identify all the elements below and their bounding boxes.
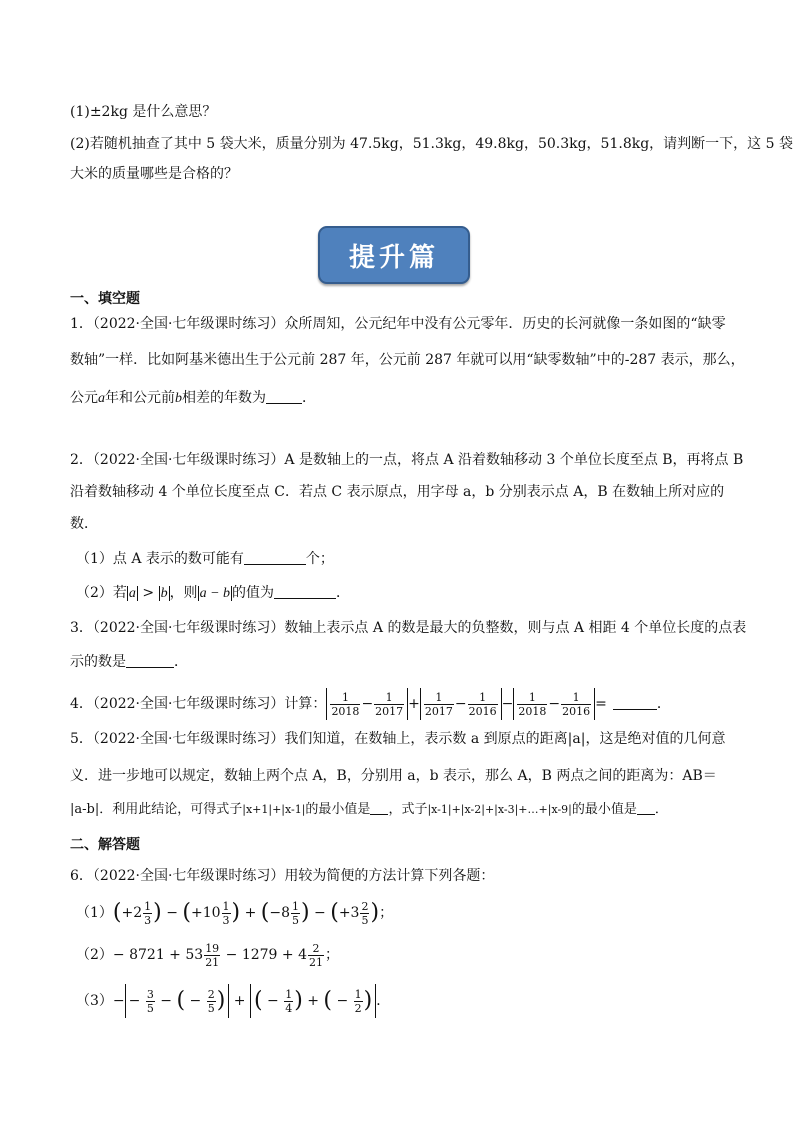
answer-blank xyxy=(244,550,306,565)
problem-6-sub1: （1）(+2 $\frac{1}{3}$ ) − (+10 $\frac{1}{3}$ ) + (−8 $\frac{1}{5}$ ) − (+3 $\frac{2}{5}$ )； xyxy=(76,899,394,927)
problem-5-line3: |a-b|．利用此结论，可得式子|x+1|+|x-1|的最小值是 ，式子|x-1|+|x-2|+|x-3|+…+|x-9|的最小值是 ． xyxy=(70,802,668,817)
answer-blank xyxy=(126,653,174,668)
abs-group-2: $\frac{1}{2017}$ − $\frac{1}{2016}$ xyxy=(420,688,502,720)
abs-group-1: $\frac{1}{2018}$ − $\frac{1}{2017}$ xyxy=(326,688,408,720)
problem-1-line3: 公元a年和公元前b相差的年数为 ． xyxy=(70,390,316,406)
answer-blank xyxy=(266,389,302,404)
problem-6-sub2: （2）− 8721 + 53 $\frac{19}{21}$ − 1279 + 4 $\frac{2}{21}$ ； xyxy=(76,941,339,969)
problem-6-sub3: （3）−− $\frac{3}{5}$ − ( − $\frac{2}{5}$ ) + ( − $\frac{1}{4}$ ) + ( − $\frac{1}{2}$ ) ． xyxy=(76,984,390,1018)
intro-q2-line1: (2)若随机抽查了其中 5 袋大米，质量分别为 47.5kg，51.3kg，49.8kg，50.3kg，51.8kg，请判断一下，这 5 袋 xyxy=(70,136,793,152)
intro-q1: (1)±2kg 是什么意思？ xyxy=(70,104,217,120)
problem-3-line2: 示的数是 ． xyxy=(70,654,188,670)
answer-blank xyxy=(274,584,336,599)
problem-5-line1: 5．（2022·全国·七年级课时练习）我们知道，在数轴上，表示数 a 到原点的距离|a|，这是绝对值的几何意 xyxy=(70,731,726,747)
problem-3-line1: 3．（2022·全国·七年级课时练习）数轴上表示点 A 的数是最大的负整数，则与点 A 相距 4 个单位长度的点表 xyxy=(70,620,747,636)
answer-blank xyxy=(370,800,388,815)
var-a: a xyxy=(98,391,105,406)
problem-6-line1: 6．（2022·全国·七年级课时练习）用较为简便的方法计算下列各题： xyxy=(70,868,495,884)
problem-4: 4．（2022·全国·七年级课时练习）计算： $\frac{1}{2018}$ − $\frac{1}{2017}$ + $\frac{1}{2017}$ − $\frac{1}{2016}$ − $\frac{1}{2018}$ − $\frac{1}{2016}$ = ． xyxy=(70,688,671,720)
problem-2-sub2: （2）若 a > b ，则 a − b 的值为 ． xyxy=(76,585,351,601)
problem-2-line1: 2．（2022·全国·七年级课时练习）A 是数轴上的一点，将点 A 沿着数轴移动 3 个单位长度至点 B，再将点 B xyxy=(70,452,744,468)
problem-1-line1: 1．（2022·全国·七年级课时练习）众所周知，公元纪年中没有公元零年．历史的长河就像一条如图的“缺零 xyxy=(70,316,726,332)
section-title-fill-blank: 一、填空题 xyxy=(70,291,140,307)
answer-blank xyxy=(613,695,657,710)
section-title-solve: 二、解答题 xyxy=(70,837,140,853)
answer-blank xyxy=(637,800,655,815)
problem-2-sub1: （1）点 A 表示的数可能有 个； xyxy=(76,551,334,567)
problem-1-line2: 数轴”一样．比如阿基米德出生于公元前 287 年，公元前 287 年就可以用“缺零数轴”中的-287 表示，那么， xyxy=(70,352,745,368)
problem-2-line2: 沿着数轴移动 4 个单位长度至点 C．若点 C 表示原点，用字母 a，b 分别表示点 A，B 在数轴上所对应的 xyxy=(70,484,725,500)
var-b: b xyxy=(175,391,182,406)
problem-5-line2: 义．进一步地可以规定，数轴上两个点 A，B，分别用 a，b 表示，那么 A，B 两点之间的距离为：AB＝ xyxy=(70,768,717,784)
problem-2-line3: 数． xyxy=(70,516,98,532)
intro-q2-line2: 大米的质量哪些是合格的？ xyxy=(70,166,238,182)
abs-group-3: $\frac{1}{2018}$ − $\frac{1}{2016}$ xyxy=(513,688,595,720)
section-banner: 提升篇 xyxy=(318,226,470,284)
